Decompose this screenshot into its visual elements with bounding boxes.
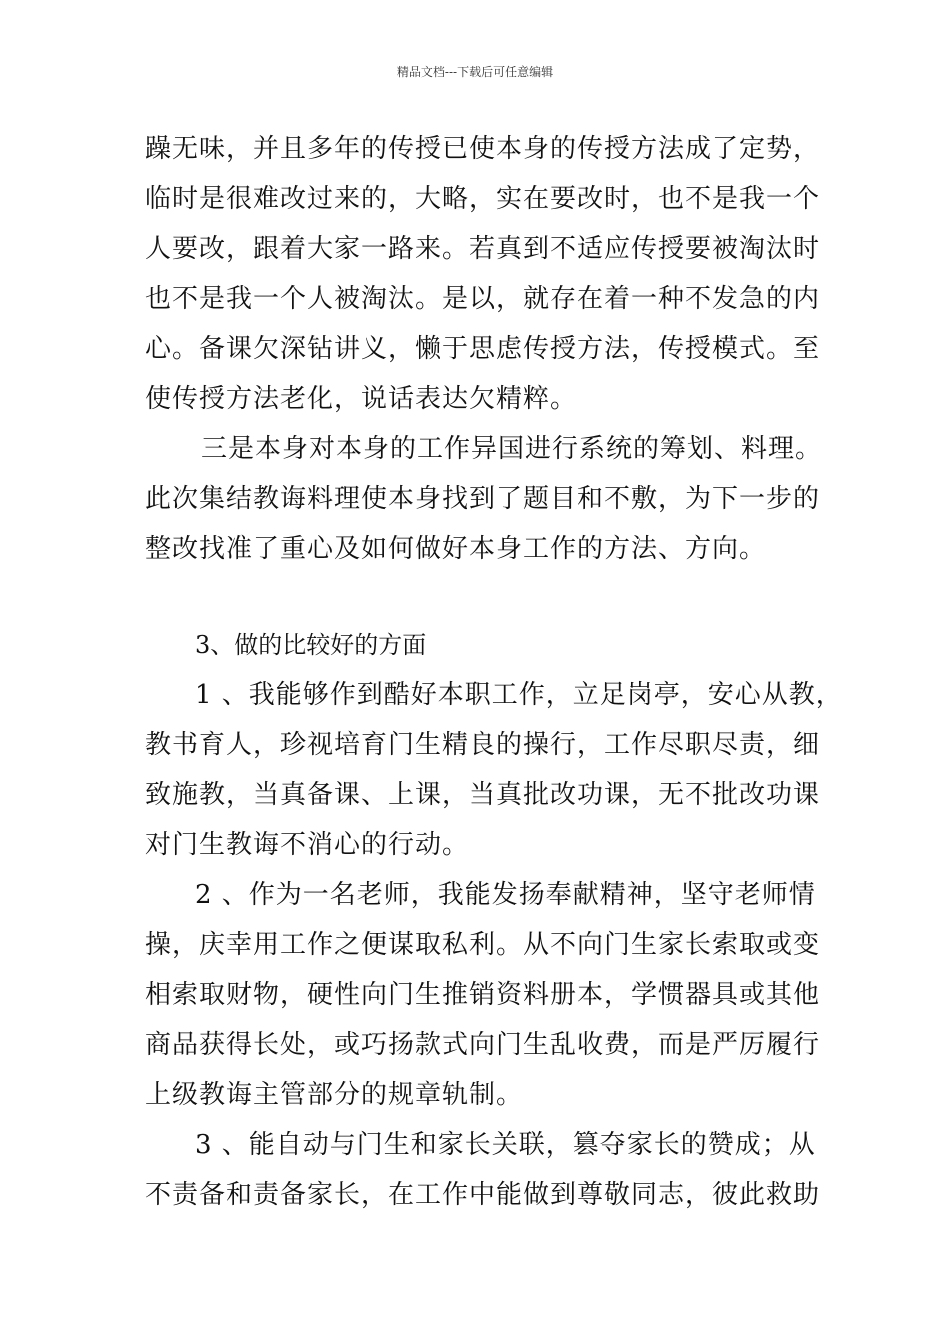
list-item-1 bbox=[145, 670, 843, 870]
text-line: 上级教诲主管部分的规章轨制。 bbox=[145, 1080, 524, 1110]
text-line: 也不是我一个人被淘汰。是以，就存在着一种不发急的内 bbox=[145, 284, 821, 314]
text-line: 不责备和责备家长，在工作中能做到尊敬同志，彼此救助 bbox=[145, 1180, 821, 1210]
text-line: 人要改，跟着大家一路来。若真到不适应传授要被淘汰时 bbox=[145, 234, 821, 264]
text-line: 2 、作为一名老师，我能发扬奉献精神，坚守老师情 bbox=[195, 880, 816, 910]
text-line: 对门生教诲不消心的行动。 bbox=[145, 830, 470, 860]
text-line: 此次集结教诲料理使本身找到了题目和不敷，为下一步的 bbox=[145, 484, 821, 514]
text-line: 相索取财物，硬性向门生推销资料册本，学惯器具或其他 bbox=[145, 980, 821, 1010]
text-line: 商品获得长处，或巧扬款式向门生乱收费，而是严厉履行 bbox=[145, 1030, 821, 1060]
document-body bbox=[145, 124, 843, 1220]
text-line: 致施教，当真备课、上课，当真批改功课，无不批改功课 bbox=[145, 780, 821, 810]
text-line: 整改找准了重心及如何做好本身工作的方法、方向。 bbox=[145, 534, 767, 564]
text-line: 使传授方法老化，说话表达欠精粹。 bbox=[145, 384, 578, 414]
section-gap bbox=[145, 574, 825, 620]
text-line: 1 、我能够作到酷好本职工作，立足岗亭，安心从教， bbox=[195, 680, 843, 710]
text-line: 教书育人，珍视培育门生精良的操行，工作尽职尽责，细 bbox=[145, 730, 821, 760]
paragraph-1 bbox=[145, 124, 825, 424]
list-item-2 bbox=[145, 870, 825, 1120]
text-line: 三是本身对本身的工作异国进行系统的筹划、料理。 bbox=[201, 434, 823, 464]
text-line: 躁无味，并且多年的传授已使本身的传授方法成了定势， bbox=[145, 134, 821, 164]
section-heading: 3、做的比较好的方面 bbox=[195, 631, 427, 659]
text-line: 3 、能自动与门生和家长关联，篡夺家长的赞成；从 bbox=[195, 1130, 816, 1160]
text-line: 心。备课欠深钻讲义，懒于思虑传授方法，传授模式。至 bbox=[145, 334, 821, 364]
paragraph-2 bbox=[145, 424, 825, 574]
text-line: 操，庆幸用工作之便谋取私利。从不向门生家长索取或变 bbox=[145, 930, 821, 960]
list-item-3 bbox=[145, 1120, 825, 1220]
text-line: 临时是很难改过来的，大略，实在要改时，也不是我一个 bbox=[145, 184, 821, 214]
page-header: 精品文档---下载后可任意编辑 bbox=[396, 65, 554, 79]
